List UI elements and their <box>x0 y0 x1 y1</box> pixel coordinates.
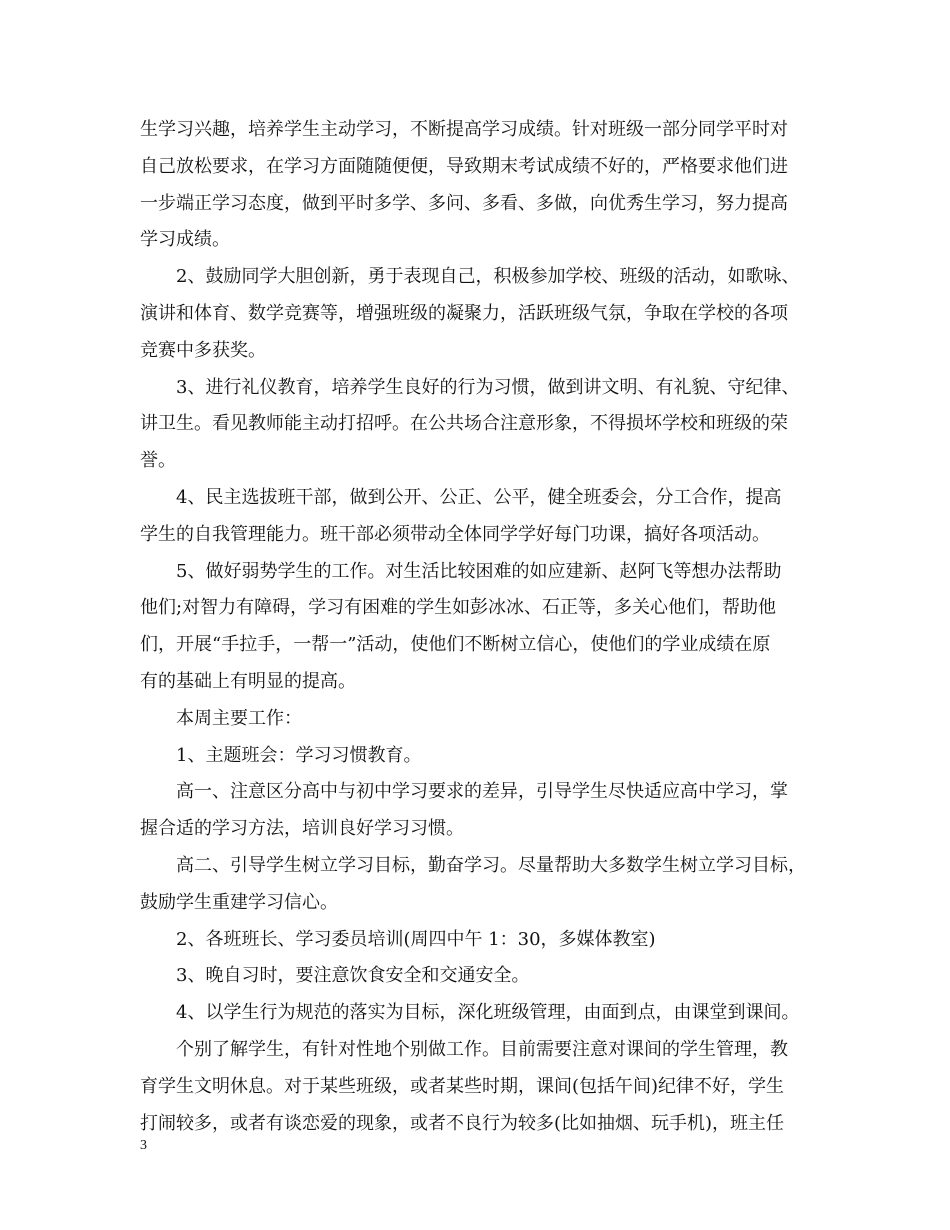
text-line: 们，开展“手拉手，一帮一”活动，使他们不断树立信心，使他们的学业成绩在原 <box>140 634 771 656</box>
text-line: 有的基础上有明显的提高。 <box>140 670 356 692</box>
paragraph-start-line: 2、鼓励同学大胆创新，勇于表现自己，积极参加学校、班级的活动，如歌咏、 <box>176 266 800 288</box>
text-line: 竞赛中多获奖。 <box>140 339 266 361</box>
text-line: 握合适的学习方法，培训良好学习习惯。 <box>140 818 464 840</box>
paragraph-start-line: 4、民主选拔班干部，做到公开、公正、公平，健全班委会，分工合作，提高 <box>176 486 782 508</box>
text-line: 打闹较多，或者有谈恋爱的现象，或者不良行为较多(比如抽烟、玩手机)，班主任 <box>140 1112 785 1134</box>
text-line: 誉。 <box>140 450 176 472</box>
paragraph-start-line: 高二、引导学生树立学习目标，勤奋学习。尽量帮助大多数学生树立学习目标， <box>176 854 806 876</box>
paragraph-start-line: 3、进行礼仪教育，培养学生良好的行为习惯，做到讲文明、有礼貌、守纪律、 <box>176 376 800 398</box>
paragraph-start-line: 2、各班班长、学习委员培训(周四中午 1：30，多媒体教室) <box>176 928 656 950</box>
text-line: 自己放松要求，在学习方面随随便便，导致期末考试成绩不好的，严格要求他们进 <box>140 155 788 177</box>
section-heading: 本周主要工作： <box>176 707 302 729</box>
page-number: 3 <box>140 1138 147 1153</box>
paragraph-start-line: 1、主题班会：学习习惯教育。 <box>176 744 422 766</box>
text-line: 生学习兴趣，培养学生主动学习，不断提高学习成绩。针对班级一部分同学平时对 <box>140 119 788 140</box>
text-line: 讲卫生。看见教师能主动打招呼。在公共场合注意形象，不得损坏学校和班级的荣 <box>140 413 788 435</box>
body-text <box>140 112 815 1142</box>
paragraph-start-line: 高一、注意区分高中与初中学习要求的差异，引导学生尽快适应高中学习，掌 <box>176 781 788 803</box>
text-line: 育学生文明休息。对于某些班级，或者某些时期，课间(包括午间)纪律不好，学生 <box>140 1075 785 1097</box>
paragraph-start-line: 个别了解学生，有针对性地个别做工作。目前需要注意对课间的学生管理，教 <box>176 1038 788 1060</box>
paragraph-start-line: 5、做好弱势学生的工作。对生活比较困难的如应建新、赵阿飞等想办法帮助 <box>176 560 782 582</box>
text-line: 学习成绩。 <box>140 229 230 251</box>
paragraph-start-line: 4、以学生行为规范的落实为目标，深化班级管理，由面到点，由课堂到课间。 <box>176 1002 800 1024</box>
paragraph-start-line: 3、晚自习时，要注意饮食安全和交通安全。 <box>176 965 530 987</box>
text-line: 演讲和体育、数学竞赛等，增强班级的凝聚力，活跃班级气氛，争取在学校的各项 <box>140 302 788 324</box>
text-line: 他们;对智力有障碍，学习有困难的学生如彭冰冰、石正等，多关心他们，帮助他 <box>140 597 777 619</box>
text-line: 一步端正学习态度，做到平时多学、多问、多看、多做，向优秀生学习，努力提高 <box>140 192 788 214</box>
text-line: 学生的自我管理能力。班干部必须带动全体同学学好每门功课，搞好各项活动。 <box>140 523 770 545</box>
text-line: 鼓励学生重建学习信心。 <box>140 891 338 913</box>
